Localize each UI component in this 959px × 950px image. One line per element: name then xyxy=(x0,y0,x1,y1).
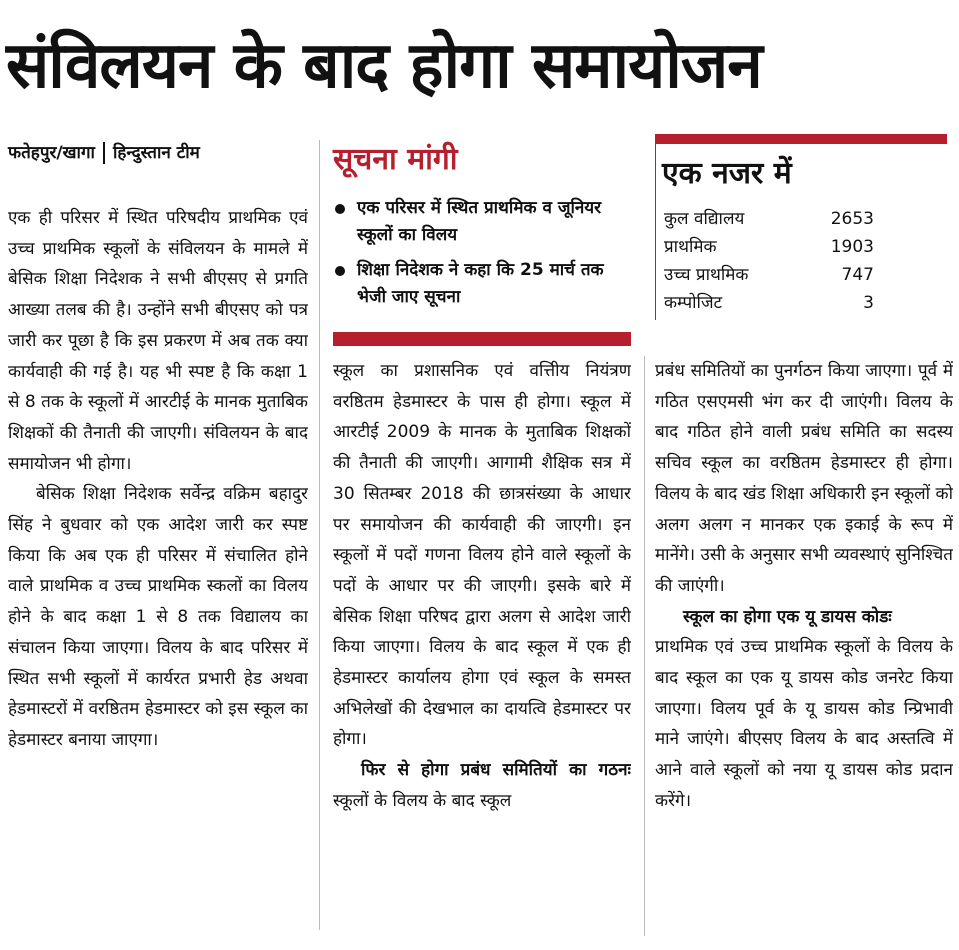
column-divider xyxy=(644,356,645,936)
stat-label: प्राथमिक xyxy=(664,237,717,257)
stat-label: कम्पोजिट xyxy=(664,293,723,313)
stat-value: 3 xyxy=(863,293,874,313)
column1-paragraph-1: एक ही परिसर में स्थित परिषदीय प्राथमिक एवं उच्च प्राथमिक स्कूलों के संविलयन के मामले में बेसिक शिक्षा निदेशक ने सभी बीएसए से प्रगति आख्या तलब की है। उन्होंने सभी बीएसए को पत्र जारी कर पूछा है कि इस प्रकरण में अब तक क्या कार्यवाही की गई है। यह भी स्पष्ट है कि कक्षा 1 से 8 तक के स्कूलों में आरटीई के मानक मुताबिक शिक्षकों की तैनाती की जाएगी। संविलयन के बाद समायोजन भी होगा। xyxy=(8,208,308,474)
info-box-bullet: शिक्षा निदेशक ने कहा कि 25 मार्च तक भेजी जाए सूचना xyxy=(333,257,623,311)
stat-label: कुल वद्यिालय xyxy=(664,209,745,229)
stat-value: 747 xyxy=(841,265,874,285)
byline-team: हिन्दुस्तान टीम xyxy=(112,143,200,163)
info-box-bullet: एक परिसर में स्थित प्राथमिक व जूनियर स्कूलों का विलय xyxy=(333,195,623,249)
stat-value: 2653 xyxy=(830,209,874,229)
byline xyxy=(8,140,308,164)
at-a-glance-row xyxy=(664,289,944,317)
byline-location: फतेहपुर/खागा xyxy=(8,143,95,163)
info-box-title: सूचना मांगी xyxy=(333,142,458,177)
column2-paragraph-2 xyxy=(333,755,631,816)
column1-paragraph-2: बेसिक शिक्षा निदेशक सर्वेन्द्र वक्रिम बहादुर सिंह ने बुधवार को एक आदेश जारी कर स्पष्ट किया कि अब एक ही परिसर में संचालित होने वाले प्राथमिक व उच्च प्राथमिक स्कलों का विलय होने के बाद कक्षा 1 से 8 तक विद्यालय का संचालन किया जाएगा। विलय के बाद परिसर में स्थित सभी स्कूलों में कार्यरत प्रभारी हेड अथवा हेडमास्टरों में वरष्ठितम हेडमास्टर को इस स्कूल का हेडमास्टर बनाया जाएगा। xyxy=(8,484,308,750)
column2-subheading-text: स्कूलों के विलय के बाद स्कूल xyxy=(333,790,512,811)
column3-paragraph-2: प्राथमिक एवं उच्च प्राथमिक स्कूलों के विलय के बाद स्कूल का एक यू डायस कोड जनरेट किया जाएगा। विलय पूर्व के यू डायस कोड न्प्रिभावी माने जाएंगे। बीएसए विलय के बाद अस्तत्वि में आने वाले स्कूलों को नया यू डायस कोड प्रदान करेंगे। xyxy=(655,637,953,811)
byline-separator xyxy=(103,142,105,164)
article-column-2 xyxy=(333,356,631,936)
at-a-glance-table xyxy=(664,205,944,317)
column2-subheading: फिर से होगा प्रबंध समितियों का गठनः xyxy=(361,760,631,781)
info-box-bullets xyxy=(333,195,623,319)
column3-subheading: स्कूल का होगा एक यू डायस कोडः xyxy=(683,606,892,627)
column2-paragraph-1: स्कूल का प्रशासनिक एवं वत्तिीय नियंत्रण वरष्ठितम हेडमास्टर के पास ही होगा। स्कूल में आरटीई 2009 के मानक के मुताबिक शिक्षकों की तैनाती की जाएगी। आगामी शैक्षिक सत्र में 30 सितम्बर 2018 की छात्रसंख्या के आधार पर समायोजन की कार्यवाही की जाएगी। इन स्कूलों में पदों गणना विलय होने वाले स्कूलों के पदों के आधार पर की जाएगी। इसके बारे में बेसिक शिक्षा परिषद द्वारा अलग से आदेश जारी किया जाएगा। विलय के बाद स्कूल में एक ही हेडमास्टर कार्यालय होगा एवं स्कूल के समस्त अभिलेखों की देखभाल का दायत्वि हेडमास्टर पर होगा। xyxy=(333,361,631,750)
bullet-dot-icon xyxy=(335,266,345,276)
at-a-glance-top-rule xyxy=(655,134,947,144)
column3-paragraph-1: प्रबंध समितियों का पुनर्गठन किया जाएगा। पूर्व में गठित एसएमसी भंग कर दी जाएंगी। विलय के बाद गठित होने वाली प्रबंध समिति का सदस्य सचिव स्कूल का वरष्ठितम हेडमास्टर ही होगा। विलय के बाद खंड शिक्षा अधिकारी इन स्कूलों को अलग अलग न मानकर एक इकाई के रूप में मानेंगे। उसी के अनुसार सभी व्यवस्थाएं सुनिश्चित की जाएंगी। xyxy=(655,361,953,596)
info-box-bottom-rule xyxy=(333,332,631,346)
bullet-dot-icon xyxy=(335,204,345,214)
at-a-glance-left-rule xyxy=(655,140,656,320)
stat-label: उच्च प्राथमिक xyxy=(664,265,749,285)
article-column-1 xyxy=(8,203,308,923)
at-a-glance-row xyxy=(664,233,944,261)
at-a-glance-row xyxy=(664,261,944,289)
article-column-3 xyxy=(655,356,953,936)
at-a-glance-row xyxy=(664,205,944,233)
headline: संविलयन के बाद होगा समायोजन xyxy=(6,29,762,103)
column-divider xyxy=(319,140,320,930)
stat-value: 1903 xyxy=(830,237,874,257)
at-a-glance-title: एक नजर में xyxy=(662,156,792,191)
